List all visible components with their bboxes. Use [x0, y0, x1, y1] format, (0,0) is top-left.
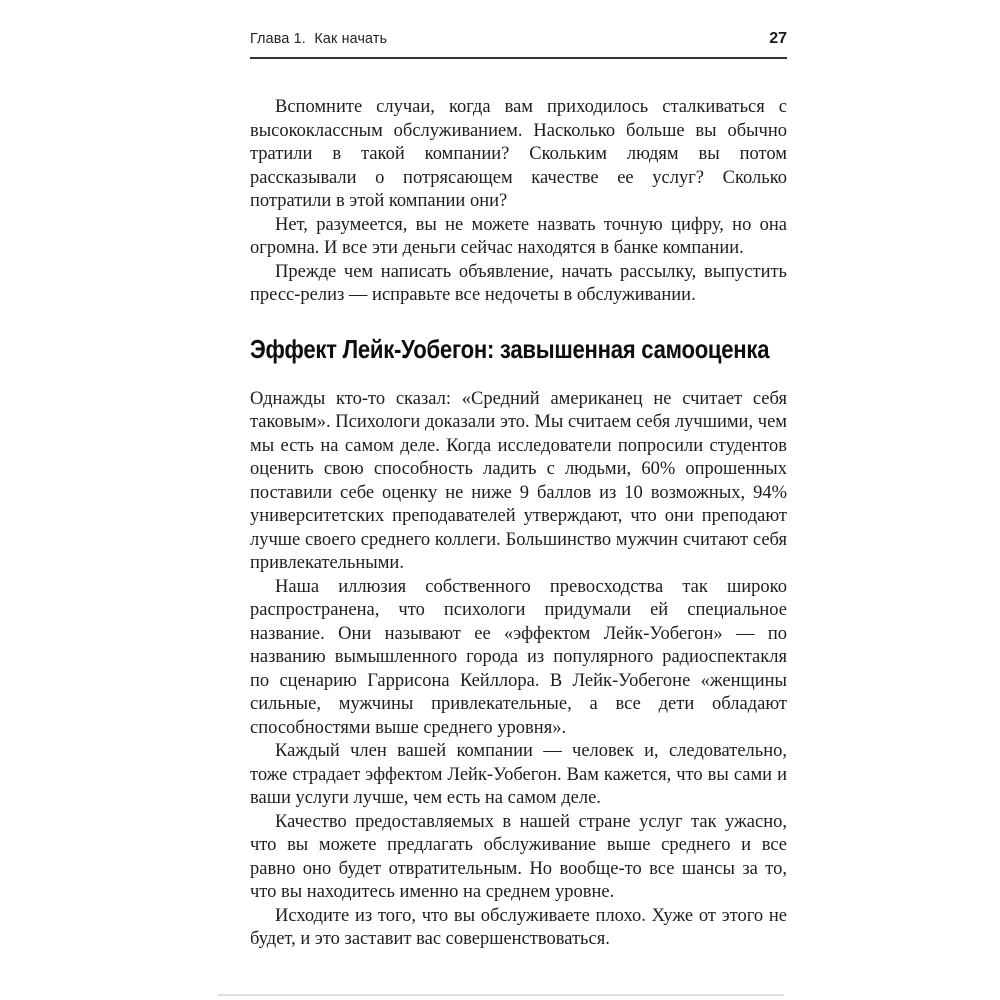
page-number: 27	[769, 30, 787, 47]
paragraph-assume-bad-service: Исходите из того, что вы обслуживаете плохо. Хуже от этого не будет, и это заставит вас совершенствоваться.	[250, 905, 787, 949]
paragraph-illusion-superiority: Наша иллюзия собственного превосходства так широко распространена, что психологи придумали ей специальное название. Они называют ее «эффектом Лейк-Уобегон» — по названию вымышленного города из популярного радиоспектакля по сценарию Гаррисона Кейллора. В Лейк-Уобегоне «женщины сильные, мужчины привлекательные, а все дети обладают способностями выше среднего уровня».	[250, 576, 787, 738]
body-text	[250, 96, 787, 952]
section-heading: Эффект Лейк-Уобегон: завышенная самооценка	[250, 333, 770, 364]
paragraph-fix-flaws: Прежде чем написать объявление, начать рассылку, выпустить пресс-релиз — исправьте все недочеты в обслуживании.	[250, 261, 787, 305]
paragraph-average-american: Однажды кто-то сказал: «Средний американец не считает себя таковым». Психологи доказали это. Мы считаем себя лучшими, чем мы есть на самом деле. Когда исследователи попросили студентов оценить свою способность ладить с людьми, 60% опрошенных поставили себе оценку не ниже 9 баллов из 10 возможных, 94% университетских преподавателей утверждают, что они преподают лучше своего среднего коллеги. Большинство мужчин считают себя привлекательными.	[250, 388, 787, 573]
paragraph-exact-figure: Нет, разумеется, вы не можете назвать точную цифру, но она огромна. И все эти деньги сейчас находятся в банке компании.	[250, 214, 787, 258]
chapter-label: Глава 1.	[250, 30, 306, 47]
paragraph-recall-service: Вспомните случаи, когда вам приходилось сталкиваться с высококлассным обслуживанием. Насколько больше вы обычно тратили в такой компании? Скольким людям вы потом рассказывали о потрясающем качестве ее услуг? Сколько потратили в этой компании они?	[250, 97, 787, 211]
page-header	[250, 30, 787, 59]
page-bottom-edge	[218, 994, 784, 996]
page-content	[250, 30, 787, 952]
chapter-title: Как начать	[314, 30, 388, 47]
running-head	[250, 30, 387, 47]
paragraph-company-member: Каждый член вашей компании — человек и, следовательно, тоже страдает эффектом Лейк-Уобегон. Вам кажется, что вы сами и ваши услуги лучше, чем есть на самом деле.	[250, 741, 787, 808]
paragraph-service-quality: Качество предоставляемых в нашей стране услуг так ужасно, что вы можете предлагать обслуживание выше среднего и все равно оно будет отвратительным. Но вообще-то все шансы за то, что вы находитесь именно на среднем уровне.	[250, 811, 787, 902]
